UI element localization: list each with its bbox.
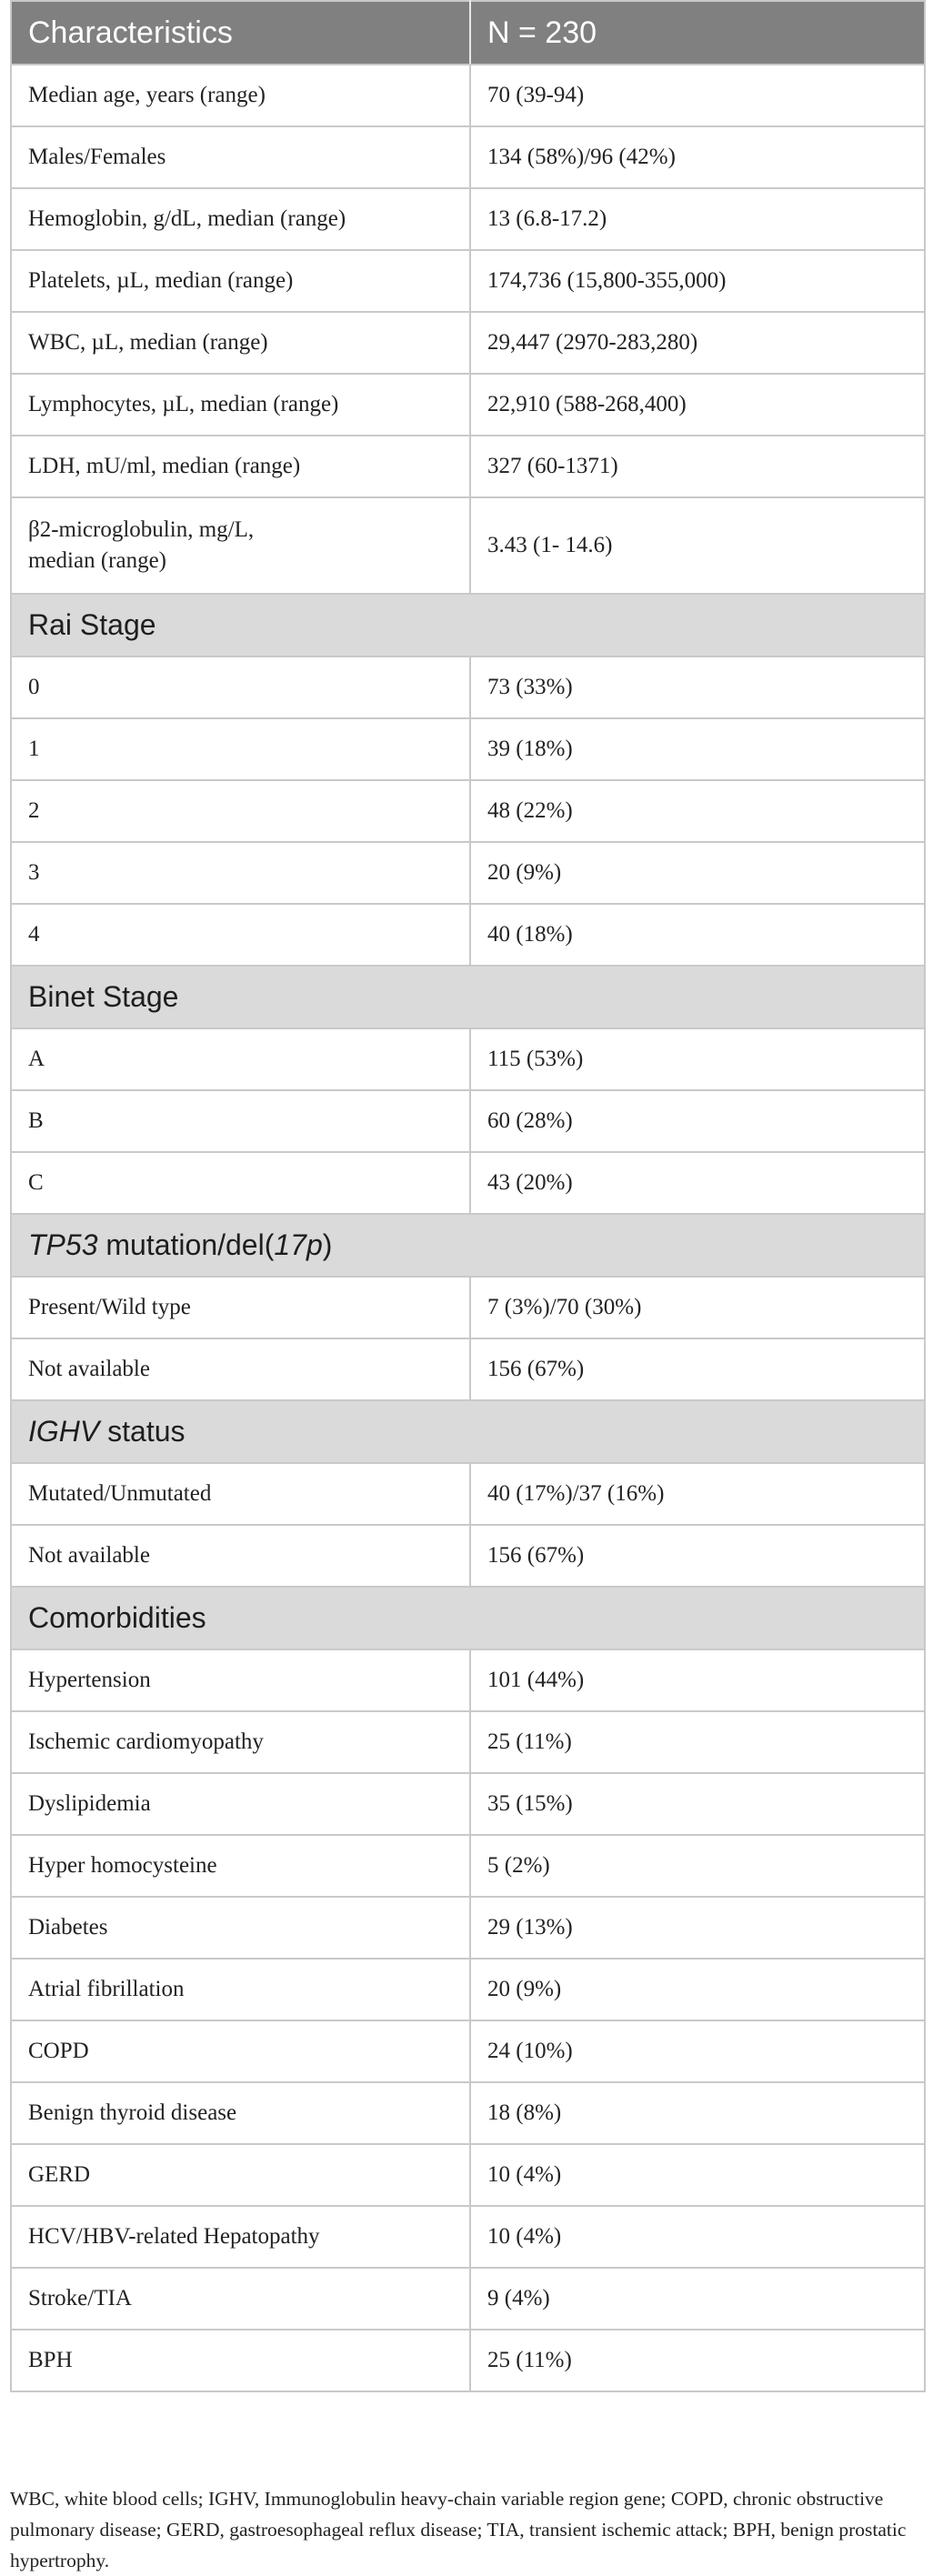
row-label: Hyper homocysteine (11, 1835, 470, 1897)
row-value: 25 (11%) (470, 2330, 925, 2391)
table-row (11, 2082, 925, 2144)
header-n-total: N = 230 (470, 1, 925, 65)
section-title (11, 1400, 925, 1463)
row-label: 0 (11, 657, 470, 718)
row-value: 29 (13%) (470, 1897, 925, 1959)
row-value: 20 (9%) (470, 1959, 925, 2020)
row-label: 4 (11, 904, 470, 966)
header-characteristics: Characteristics (11, 1, 470, 65)
table-row (11, 126, 925, 188)
table-row (11, 2330, 925, 2391)
row-label: Not available (11, 1338, 470, 1400)
table-row (11, 1897, 925, 1959)
row-label: Atrial fibrillation (11, 1959, 470, 2020)
table-row (11, 842, 925, 904)
row-value: 20 (9%) (470, 842, 925, 904)
row-value: 101 (44%) (470, 1649, 925, 1711)
row-value: 327 (60-1371) (470, 436, 925, 497)
title-part: 17p (274, 1228, 323, 1261)
row-label: Males/Females (11, 126, 470, 188)
row-label: Platelets, µL, median (range) (11, 250, 470, 312)
row-label: 1 (11, 718, 470, 780)
row-value: 3.43 (1- 14.6) (470, 497, 925, 594)
title-part: TP53 (28, 1228, 98, 1261)
row-value: 24 (10%) (470, 2020, 925, 2082)
table-row (11, 1028, 925, 1090)
section-row-ighv (11, 1400, 925, 1463)
row-label: BPH (11, 2330, 470, 2391)
table-row (11, 1463, 925, 1525)
section-title: Comorbidities (11, 1587, 925, 1649)
table-row (11, 65, 925, 126)
row-label: Benign thyroid disease (11, 2082, 470, 2144)
row-label: Stroke/TIA (11, 2268, 470, 2330)
row-label: Lymphocytes, µL, median (range) (11, 374, 470, 436)
row-label: GERD (11, 2144, 470, 2206)
row-label: Median age, years (range) (11, 65, 470, 126)
row-label: WBC, µL, median (range) (11, 312, 470, 374)
characteristics-table (10, 0, 926, 2392)
table-row (11, 436, 925, 497)
row-value: 10 (4%) (470, 2206, 925, 2268)
table-header-row (11, 1, 925, 65)
table-row (11, 1338, 925, 1400)
section-row-comorbidities (11, 1587, 925, 1649)
table-row (11, 780, 925, 842)
table-row (11, 1525, 925, 1587)
row-value: 22,910 (588-268,400) (470, 374, 925, 436)
table-row (11, 904, 925, 966)
section-row-rai-stage (11, 594, 925, 657)
row-value: 25 (11%) (470, 1711, 925, 1773)
table-row (11, 1152, 925, 1214)
row-label: 3 (11, 842, 470, 904)
row-label: COPD (11, 2020, 470, 2082)
row-label (11, 497, 470, 594)
table-row (11, 2268, 925, 2330)
section-title: Rai Stage (11, 594, 925, 657)
row-label: Hypertension (11, 1649, 470, 1711)
row-value: 115 (53%) (470, 1028, 925, 1090)
characteristics-table-container (10, 0, 924, 2392)
row-value: 40 (18%) (470, 904, 925, 966)
row-value: 70 (39-94) (470, 65, 925, 126)
row-value: 174,736 (15,800-355,000) (470, 250, 925, 312)
title-part: IGHV (28, 1415, 100, 1448)
row-label: HCV/HBV-related Hepatopathy (11, 2206, 470, 2268)
row-value: 48 (22%) (470, 780, 925, 842)
table-footnote: WBC, white blood cells; IGHV, Immunoglobulin heavy-chain variable region gene; COPD, chronic obstructive pulmonary disease; GERD, gastroesophageal reflux disease; TIA, transient ischemic attack; BPH, benign prostatic hypertrophy. (10, 2488, 907, 2571)
table-row (11, 2206, 925, 2268)
section-row-binet-stage (11, 966, 925, 1028)
section-title (11, 1214, 925, 1277)
row-value: 60 (28%) (470, 1090, 925, 1152)
title-part: mutation/del( (97, 1228, 275, 1261)
table-row (11, 188, 925, 250)
section-row-tp53 (11, 1214, 925, 1277)
row-label: LDH, mU/ml, median (range) (11, 436, 470, 497)
table-row (11, 657, 925, 718)
table-row (11, 2020, 925, 2082)
table-row (11, 312, 925, 374)
row-label-line2: median (range) (28, 548, 167, 573)
row-label: Not available (11, 1525, 470, 1587)
table-row (11, 2144, 925, 2206)
row-value: 35 (15%) (470, 1773, 925, 1835)
row-value: 18 (8%) (470, 2082, 925, 2144)
row-label: Dyslipidemia (11, 1773, 470, 1835)
row-value: 9 (4%) (470, 2268, 925, 2330)
title-part: status (99, 1415, 186, 1448)
row-label: Mutated/Unmutated (11, 1463, 470, 1525)
table-row (11, 1711, 925, 1773)
table-row (11, 718, 925, 780)
table-row (11, 250, 925, 312)
table-row (11, 1277, 925, 1338)
row-label-line1: β2-microglobulin, mg/L, (28, 517, 255, 542)
row-value: 7 (3%)/70 (30%) (470, 1277, 925, 1338)
table-row (11, 1835, 925, 1897)
row-value: 10 (4%) (470, 2144, 925, 2206)
section-title: Binet Stage (11, 966, 925, 1028)
row-value: 43 (20%) (470, 1152, 925, 1214)
row-value: 13 (6.8-17.2) (470, 188, 925, 250)
row-value: 29,447 (2970-283,280) (470, 312, 925, 374)
row-label: A (11, 1028, 470, 1090)
row-label: Present/Wild type (11, 1277, 470, 1338)
row-value: 156 (67%) (470, 1525, 925, 1587)
row-label: Ischemic cardiomyopathy (11, 1711, 470, 1773)
table-row (11, 1773, 925, 1835)
row-value: 73 (33%) (470, 657, 925, 718)
row-label: B (11, 1090, 470, 1152)
row-value: 156 (67%) (470, 1338, 925, 1400)
row-label: Diabetes (11, 1897, 470, 1959)
table-row (11, 1959, 925, 2020)
row-label: 2 (11, 780, 470, 842)
row-label: C (11, 1152, 470, 1214)
row-value: 5 (2%) (470, 1835, 925, 1897)
row-value: 134 (58%)/96 (42%) (470, 126, 925, 188)
table-row (11, 1090, 925, 1152)
table-row (11, 374, 925, 436)
row-value: 40 (17%)/37 (16%) (470, 1463, 925, 1525)
title-part: ) (322, 1228, 333, 1261)
row-value: 39 (18%) (470, 718, 925, 780)
table-row (11, 1649, 925, 1711)
table-row (11, 497, 925, 594)
row-label: Hemoglobin, g/dL, median (range) (11, 188, 470, 250)
